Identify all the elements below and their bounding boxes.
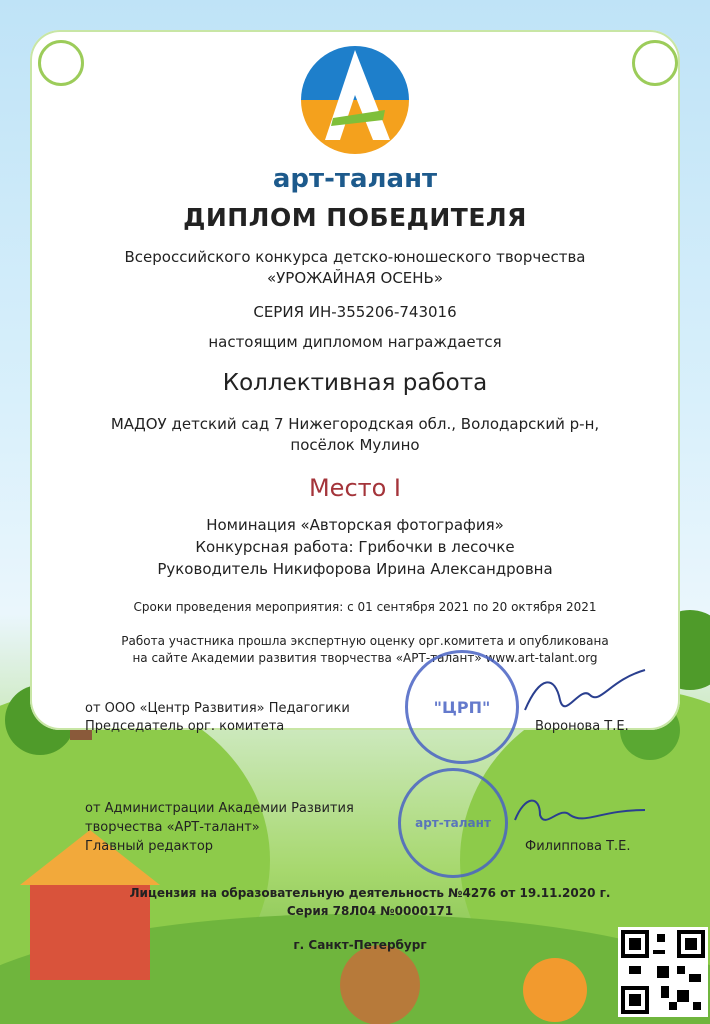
city: г. Санкт-Петербург <box>293 938 427 952</box>
recipient-name: Коллективная работа <box>222 370 488 396</box>
signature-1-name: Воронова Т.Е. <box>535 719 629 734</box>
supervisor: Руководитель Никифорова Ирина Александровна <box>157 560 553 578</box>
awarded-text: настоящим дипломом награждается <box>208 333 502 351</box>
stamp-crp: "ЦРП" <box>405 650 519 764</box>
signature-2-org: от Администрации Академии Развития <box>85 801 354 816</box>
signature-1-handwriting <box>520 665 650 725</box>
review-line-1: Работа участника прошла экспертную оценку орг.комитета и опубликована <box>121 634 609 648</box>
brand-name: арт-талант <box>272 164 438 194</box>
qr-code <box>618 927 708 1017</box>
contest-line-1: Всероссийского конкурса детско-юношеского творчества <box>124 248 586 266</box>
contest-line-2: «УРОЖАЙНАЯ ОСЕНЬ» <box>266 269 444 287</box>
nomination: Номинация «Авторская фотография» <box>206 516 504 534</box>
place-award: Место I <box>308 474 402 502</box>
review-line-2: на сайте Академии развития творчества «АРТ-талант» www.art-talant.org <box>132 651 598 665</box>
event-dates: Сроки проведения мероприятия: с 01 сентября 2021 по 20 октября 2021 <box>133 600 597 614</box>
signature-1-org: от ООО «Центр Развития» Педагогики <box>85 701 350 716</box>
signature-1-role: Председатель орг. комитета <box>85 719 285 734</box>
scroll-ornament-right <box>632 40 678 86</box>
signature-2-role: Главный редактор <box>85 839 214 854</box>
organization-line-1: МАДОУ детский сад 7 Нижегородская обл., Володарский р-н, <box>110 415 600 433</box>
diploma-title: ДИПЛОМ ПОБЕДИТЕЛЯ <box>183 203 527 232</box>
art-talant-logo-icon <box>295 40 415 160</box>
organization-line-2: посёлок Мулино <box>290 436 420 454</box>
license-line-1: Лицензия на образовательную деятельность №4276 от 19.11.2020 г. <box>129 886 611 900</box>
signature-2-name: Филиппова Т.Е. <box>525 839 631 854</box>
signature-2-handwriting <box>510 790 650 840</box>
contest-work: Конкурсная работа: Грибочки в лесочке <box>195 538 515 556</box>
signature-2-org-cont: творчества «АРТ-талант» <box>85 820 260 835</box>
qr-code-icon <box>621 930 705 1014</box>
license-line-2: Серия 78Л04 №0000171 <box>286 904 454 918</box>
stamp-art-talant: арт-талант <box>398 768 508 878</box>
series-number: СЕРИЯ ИН-355206-743016 <box>253 303 457 321</box>
scroll-ornament-left <box>38 40 84 86</box>
